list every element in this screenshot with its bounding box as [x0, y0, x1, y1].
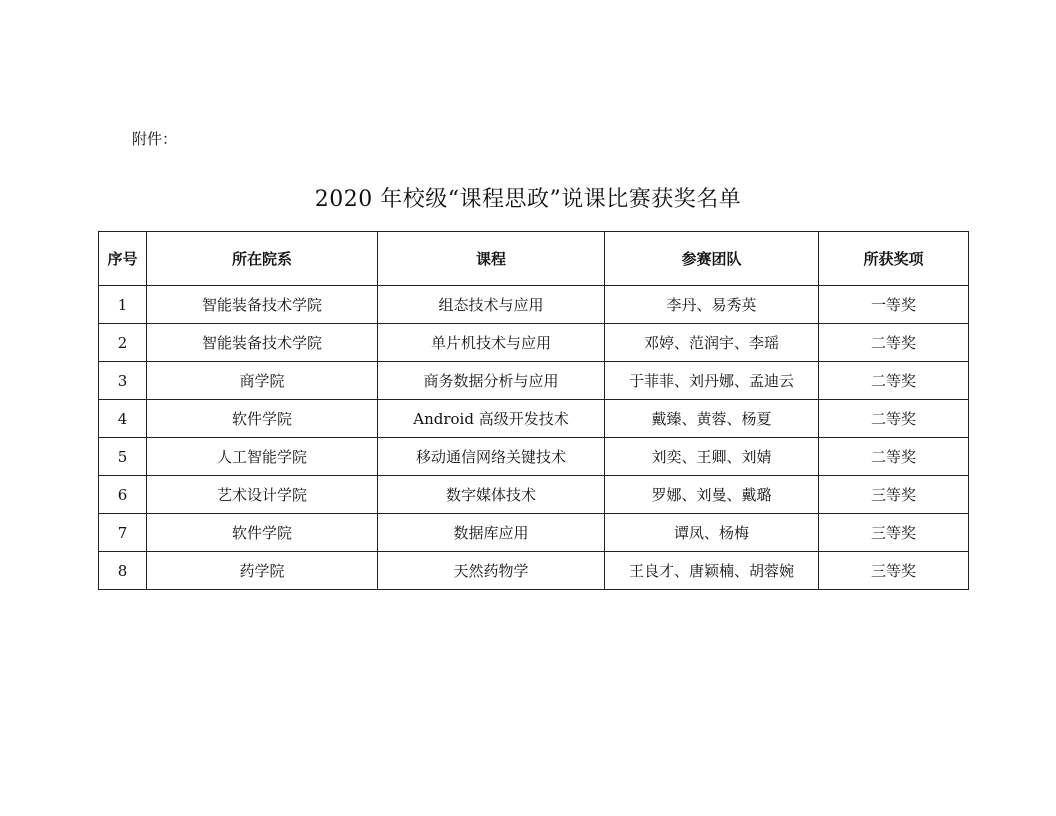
cell-team: 谭凤、杨梅	[605, 514, 819, 552]
cell-award: 一等奖	[819, 286, 969, 324]
cell-course: 组态技术与应用	[378, 286, 605, 324]
cell-course: 移动通信网络关键技术	[378, 438, 605, 476]
cell-course: 单片机技术与应用	[378, 324, 605, 362]
cell-department: 智能装备技术学院	[147, 286, 378, 324]
cell-department: 人工智能学院	[147, 438, 378, 476]
cell-award: 二等奖	[819, 400, 969, 438]
cell-department: 软件学院	[147, 400, 378, 438]
cell-team: 刘奕、王卿、刘婧	[605, 438, 819, 476]
cell-award: 三等奖	[819, 552, 969, 590]
award-table	[98, 231, 969, 590]
cell-course: 天然药物学	[378, 552, 605, 590]
cell-index: 4	[99, 400, 147, 438]
table-row	[99, 438, 969, 476]
cell-team: 王良才、唐颖楠、胡蓉婉	[605, 552, 819, 590]
cell-department: 商学院	[147, 362, 378, 400]
cell-award: 二等奖	[819, 362, 969, 400]
header-course: 课程	[378, 232, 605, 286]
cell-index: 5	[99, 438, 147, 476]
table-header-row	[99, 232, 969, 286]
table-row	[99, 476, 969, 514]
cell-team: 戴臻、黄蓉、杨夏	[605, 400, 819, 438]
cell-department: 软件学院	[147, 514, 378, 552]
cell-team: 李丹、易秀英	[605, 286, 819, 324]
cell-team: 罗娜、刘曼、戴璐	[605, 476, 819, 514]
cell-award: 三等奖	[819, 514, 969, 552]
cell-team: 于菲菲、刘丹娜、孟迪云	[605, 362, 819, 400]
table-row	[99, 324, 969, 362]
cell-award: 三等奖	[819, 476, 969, 514]
cell-team: 邓婷、范润宇、李瑶	[605, 324, 819, 362]
cell-award: 二等奖	[819, 324, 969, 362]
cell-course: 数字媒体技术	[378, 476, 605, 514]
table-row	[99, 514, 969, 552]
table-row	[99, 286, 969, 324]
cell-index: 3	[99, 362, 147, 400]
cell-index: 8	[99, 552, 147, 590]
header-index: 序号	[99, 232, 147, 286]
cell-award: 二等奖	[819, 438, 969, 476]
document-title: 2020 年校级“课程思政”说课比赛获奖名单	[314, 187, 742, 212]
cell-department: 艺术设计学院	[147, 476, 378, 514]
cell-index: 2	[99, 324, 147, 362]
header-award: 所获奖项	[819, 232, 969, 286]
attachment-label: 附件：	[132, 130, 178, 148]
cell-course: 数据库应用	[378, 514, 605, 552]
table-row	[99, 400, 969, 438]
header-team: 参赛团队	[605, 232, 819, 286]
cell-course: Android 高级开发技术	[378, 400, 605, 438]
cell-course: 商务数据分析与应用	[378, 362, 605, 400]
cell-department: 药学院	[147, 552, 378, 590]
table-row	[99, 362, 969, 400]
cell-department: 智能装备技术学院	[147, 324, 378, 362]
table-row	[99, 552, 969, 590]
cell-index: 7	[99, 514, 147, 552]
header-department: 所在院系	[147, 232, 378, 286]
cell-index: 1	[99, 286, 147, 324]
cell-index: 6	[99, 476, 147, 514]
